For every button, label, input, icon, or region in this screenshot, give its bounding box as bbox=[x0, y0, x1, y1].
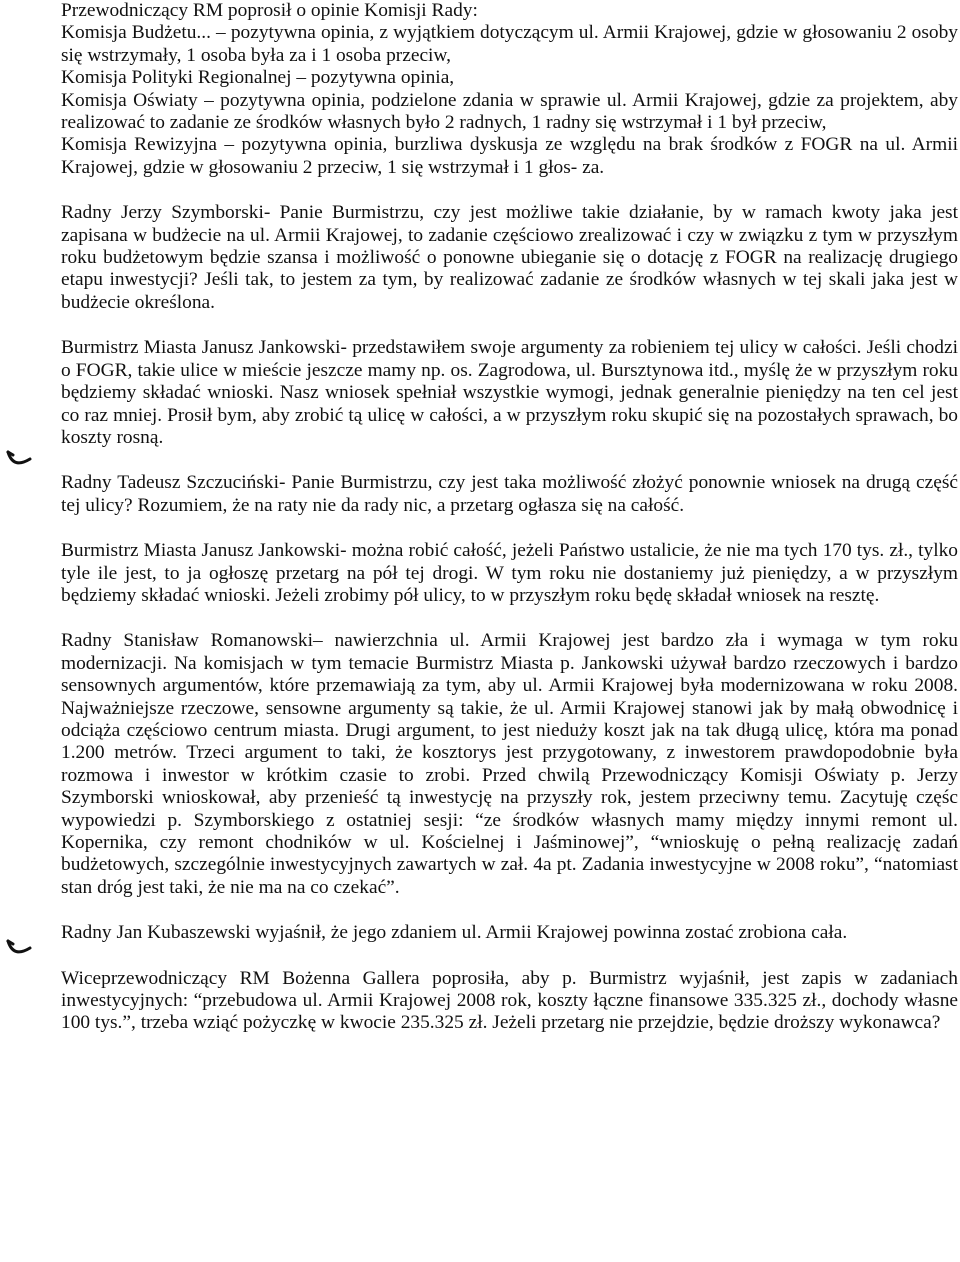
opinion-intro: Przewodniczący RM poprosił o opinie Komisji Rady: bbox=[61, 0, 478, 21]
paragraph-kubaszewski-statement: Radny Jan Kubaszewski wyjaśnił, że jego zdaniem ul. Armii Krajowej powinna zostać zrobiona cała. bbox=[61, 922, 848, 944]
paragraph-gap bbox=[61, 899, 958, 922]
paragraph-gap bbox=[61, 179, 958, 202]
paragraph-jankowski-reply: Burmistrz Miasta Janusz Jankowski- przedstawiłem swoje argumenty za robieniem tej ulicy w całości. Jeśli chodzi o FOGR, takie ulice w mieście jeszcze mamy np. os. Zagrodowa, ul. Bursztynowa itd., myślę że w przyszłym roku będziemy składać wnioski. Nasz wniosek spełniał wszystkie wymogi, jednak generalnie pieniędzy na ten cel jest co raz mniej. Prosił bym, aby zrobić tą ulicę w całości, a w przyszłym roku skupić się na pozostałych sprawach, bo koszty rosną. bbox=[61, 337, 958, 448]
paragraph-gap bbox=[61, 449, 958, 472]
regional-committee-opinion: Komisja Polityki Regionalnej – pozytywna opinia, bbox=[61, 67, 455, 89]
budget-committee-opinion: Komisja Budżetu... – pozytywna opinia, z wyjątkiem dotyczącym ul. Armii Krajowej, gdzie w głosowaniu 2 osoby się wstrzymały, 1 osoba była za i 1 osoba przeciw, bbox=[61, 22, 958, 66]
paragraph-gap bbox=[61, 607, 958, 630]
education-committee-opinion: Komisja Oświaty – pozytywna opinia, podzielone zdania w sprawie ul. Armii Krajowej, gdzie za projektem, aby realizować to zadanie ze środków własnych było 2 radnych, 1 radny się wstrzymał i 1 był przeciw, bbox=[61, 89, 958, 134]
paragraph-gap bbox=[61, 945, 958, 968]
margin-hook-mark bbox=[6, 449, 32, 467]
paragraph-gap bbox=[61, 517, 958, 540]
paragraph-romanowski-statement: Radny Stanisław Romanowski– nawierzchnia ul. Armii Krajowej jest bardzo zła i wymaga w tym roku modernizacji. Na komisjach w tym temacie Burmistrz Miasta p. Jankowski używał bardzo rzeczowych i bardzo sensownych argumentów, które przemawiają za tym, aby ul. Armii Krajowej była modernizowana w roku 2008. Najważniejsze rzeczowe, sensowne argumenty są takie, że ul. Armii Krajowej stanowi jak by małą obwodnicę i odciąża częściowo centrum miasta. Drugi argument, to jest nieduży koszt jak na tak długą ulicę, która ma ponad 1.200 metrów. Trzeci argument to taki, że kosztorys jest przygotowany, z inwestorem prawdopodobnie była rozmowa i inwestor w krótkim czasie to zrobi. Przed chwilą Przewodniczący Komisji Oświaty p. Jerzy Szymborski wnioskował, aby przenieść tą inwestycję na przyszły rok, jestem przeciwny temu. Zacytuję częśc wypowiedzi p. Szymborskiego z ostatniej sesji: “ze środków własnych mamy między innymi remont ul. Kopernika, czy remont chodników w ul. Kościelnej i Jaśminowej”, “wnioskuję o pełną realizację zadań budżetowych, szczególnie inwestycyjnych zawartych w zał. 4a pt. Zadania inwestycyjne w 2008 roku”, “natomiast stan dróg jest taki, że nie ma na co czekać”. bbox=[61, 630, 958, 898]
paragraph-szymborski-question: Radny Jerzy Szymborski- Panie Burmistrzu, czy jest możliwe takie działanie, by w ramach kwoty jaka jest zapisana w budżecie na ul. Armii Krajowej, to zadanie częściowo zrealizować i czy w związku z tym w przyszłym roku budżetowym będzie szansa i możliwość o ponowne ubieganie się o dotację z FOGR na realizację drugiego etapu inwestycji? Jeśli tak, to jestem za tym, by realizować zadanie ze środków własnych w tej skali jaka jest w budżecie określona. bbox=[61, 202, 958, 313]
paragraph-gallera-question: Wiceprzewodniczący RM Bożenna Gallera poprosiła, aby p. Burmistrz wyjaśnił, jest zapis w zadaniach inwestycyjnych: “przebudowa ul. Armii Krajowej 2008 rok, koszty łączne finansowe 335.325 zł., dochody własne 100 tys.”, trzeba wziąć pożyczkę w kwocie 235.325 zł. Jeżeli przetarg nie przejdzie, będzie droższy wykonawca? bbox=[61, 967, 958, 1034]
paragraph-szczucinski-question: Radny Tadeusz Szczuciński- Panie Burmistrzu, czy jest taka możliwość złożyć ponownie wniosek na drugą część tej ulicy? Rozumiem, że na raty nie da rady nic, a przetarg ogłasza się na całość. bbox=[61, 472, 958, 516]
audit-committee-opinion: Komisja Rewizyjna – pozytywna opinia, burzliwa dyskusja ze względu na brak środków z FOGR na ul. Armii Krajowej, gdzie w głosowaniu 2 przeciw, 1 się wstrzymał i 1 głos- za. bbox=[61, 134, 958, 178]
margin-hook-mark bbox=[6, 938, 32, 956]
paragraph-gap bbox=[61, 314, 958, 337]
paragraph-jankowski-answer: Burmistrz Miasta Janusz Jankowski- można robić całość, jeżeli Państwo ustalicie, że nie ma tych 170 tys. zł., tylko tyle ile jest, to ja ogłoszę przetarg na pół tej drogi. W tym roku nie dostaniemy już pieniędzy, a w przyszłym będziemy składać wnioski. Jeżeli zrobimy pół ulicy, to w przyszłym roku będę składał wniosek na resztę. bbox=[61, 540, 958, 606]
document-page bbox=[61, 0, 958, 1035]
committee-opinions bbox=[61, 0, 958, 179]
